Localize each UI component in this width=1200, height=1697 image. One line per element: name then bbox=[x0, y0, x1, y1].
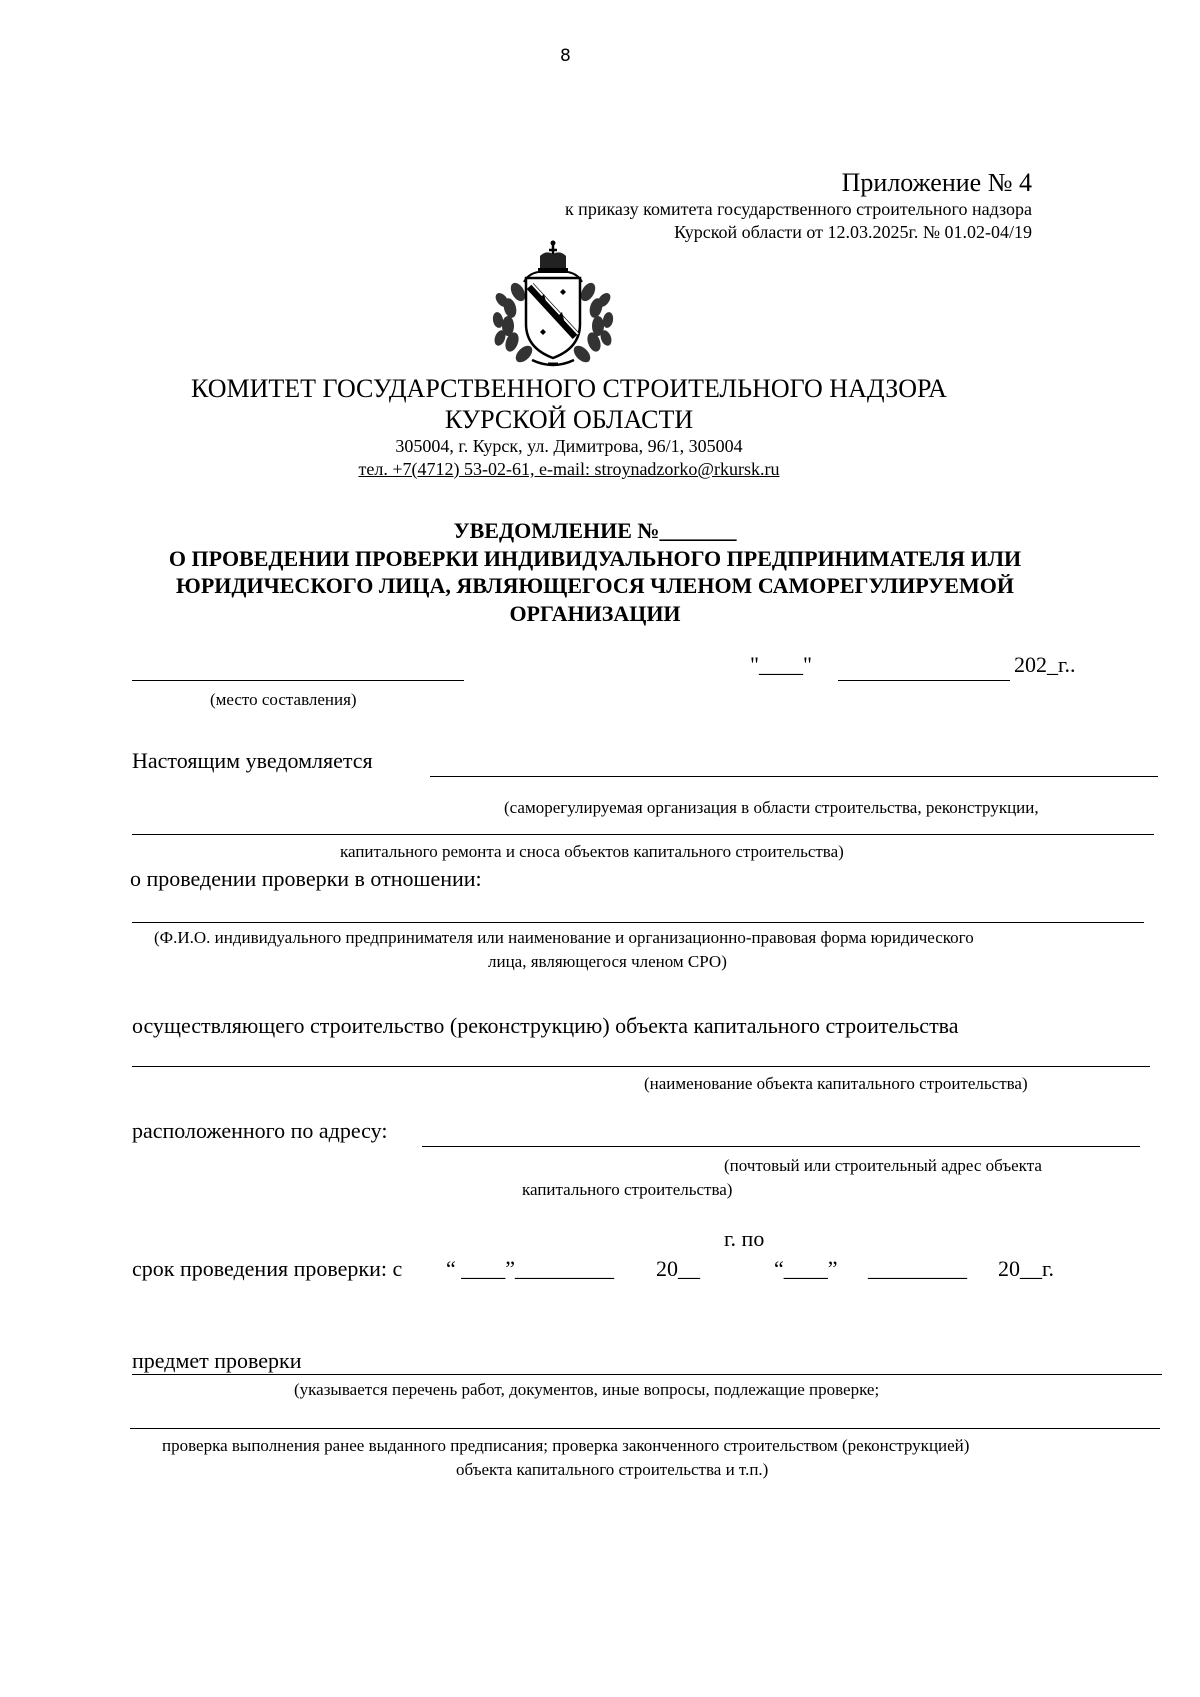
page-number: 8 bbox=[560, 46, 571, 66]
appendix-title: Приложение № 4 bbox=[841, 168, 1032, 197]
address-caption-2: капитального строительства) bbox=[522, 1180, 733, 1199]
period-label: срок проведения проверки: с bbox=[132, 1256, 403, 1281]
appendix-line-2: Курской области от 12.03.2025г. № 01.02-04/19 bbox=[674, 222, 1032, 242]
object-caption: (наименование объекта капитального строительства) bbox=[644, 1074, 1028, 1093]
period-over-label: г. по bbox=[724, 1226, 765, 1251]
org-contacts: тел. +7(4712) 53-02-61, e-mail: stroynadzorko@rkursk.ru bbox=[358, 459, 780, 479]
date-month-field-line[interactable] bbox=[838, 680, 1010, 681]
subject-caption-1: (Ф.И.О. индивидуального предпринимателя или наименование и организационно-правовая форма юридического bbox=[154, 928, 974, 947]
object-label: осуществляющего строительство (реконструкцию) объекта капитального строительства bbox=[132, 1013, 959, 1038]
notice-title-line-2: О ПРОВЕДЕНИИ ПРОВЕРКИ ИНДИВИДУАЛЬНОГО ПРЕДПРИНИМАТЕЛЯ ИЛИ bbox=[168, 546, 1022, 571]
subject-field-line[interactable] bbox=[132, 922, 1144, 923]
period-from-year[interactable]: 20__ bbox=[656, 1256, 700, 1281]
notice-label: Настоящим уведомляется bbox=[132, 748, 373, 773]
object-field-line[interactable] bbox=[132, 1066, 1150, 1067]
coat-of-arms-icon bbox=[488, 236, 618, 372]
period-to-field[interactable]: “____” bbox=[774, 1256, 838, 1281]
notice-title-number: УВЕДОМЛЕНИЕ №_______ bbox=[453, 518, 737, 543]
sro-field-line[interactable] bbox=[430, 776, 1158, 777]
sro-caption-1: (саморегулируемая организация в области строительства, реконструкции, bbox=[504, 798, 1039, 817]
org-address: 305004, г. Курск, ул. Димитрова, 96/1, 305004 bbox=[395, 436, 743, 456]
date-year-field[interactable]: 202_г.. bbox=[1014, 652, 1076, 677]
address-field-line[interactable] bbox=[422, 1146, 1140, 1147]
scope-caption-3: объекта капитального строительства и т.п.) bbox=[456, 1460, 769, 1479]
address-caption-1: (почтовый или строительный адрес объекта bbox=[724, 1156, 1042, 1175]
period-from-field[interactable]: “ ____”_________ bbox=[446, 1256, 615, 1281]
scope-caption-2: проверка выполнения ранее выданного предписания; проверка законченного строительством (реконструкцией) bbox=[162, 1436, 970, 1455]
org-name-line-1: КОМИТЕТ ГОСУДАРСТВЕННОГО СТРОИТЕЛЬНОГО НАДЗОРА bbox=[191, 374, 947, 403]
scope-caption-1: (указывается перечень работ, документов, иные вопросы, подлежащие проверке; bbox=[294, 1380, 880, 1399]
sro-field-line-2[interactable] bbox=[132, 834, 1154, 835]
place-field-line[interactable] bbox=[132, 680, 464, 681]
subject-label: о проведении проверки в отношении: bbox=[130, 866, 482, 891]
scope-field-line-2[interactable] bbox=[130, 1428, 1160, 1429]
period-to-year[interactable]: 20__г. bbox=[998, 1256, 1055, 1281]
subject-caption-2: лица, являющегося членом СРО) bbox=[488, 952, 727, 971]
appendix-line-1: к приказу комитета государственного строительного надзора bbox=[564, 199, 1032, 219]
address-label: расположенного по адресу: bbox=[132, 1118, 388, 1143]
notice-title-line-4: ОРГАНИЗАЦИИ bbox=[509, 601, 681, 626]
scope-field-line[interactable] bbox=[132, 1374, 1162, 1375]
place-caption: (место составления) bbox=[210, 690, 357, 709]
date-day-field[interactable]: "____" bbox=[750, 652, 812, 677]
sro-caption-2: капитального ремонта и сноса объектов капитального строительства) bbox=[340, 842, 844, 861]
org-name-line-2: КУРСКОЙ ОБЛАСТИ bbox=[444, 405, 694, 434]
scope-label: предмет проверки bbox=[132, 1348, 302, 1373]
period-to-blank[interactable]: _________ bbox=[868, 1256, 967, 1281]
notice-title-line-3: ЮРИДИЧЕСКОГО ЛИЦА, ЯВЛЯЮЩЕГОСЯ ЧЛЕНОМ САМОРЕГУЛИРУЕМОЙ bbox=[176, 573, 1014, 598]
